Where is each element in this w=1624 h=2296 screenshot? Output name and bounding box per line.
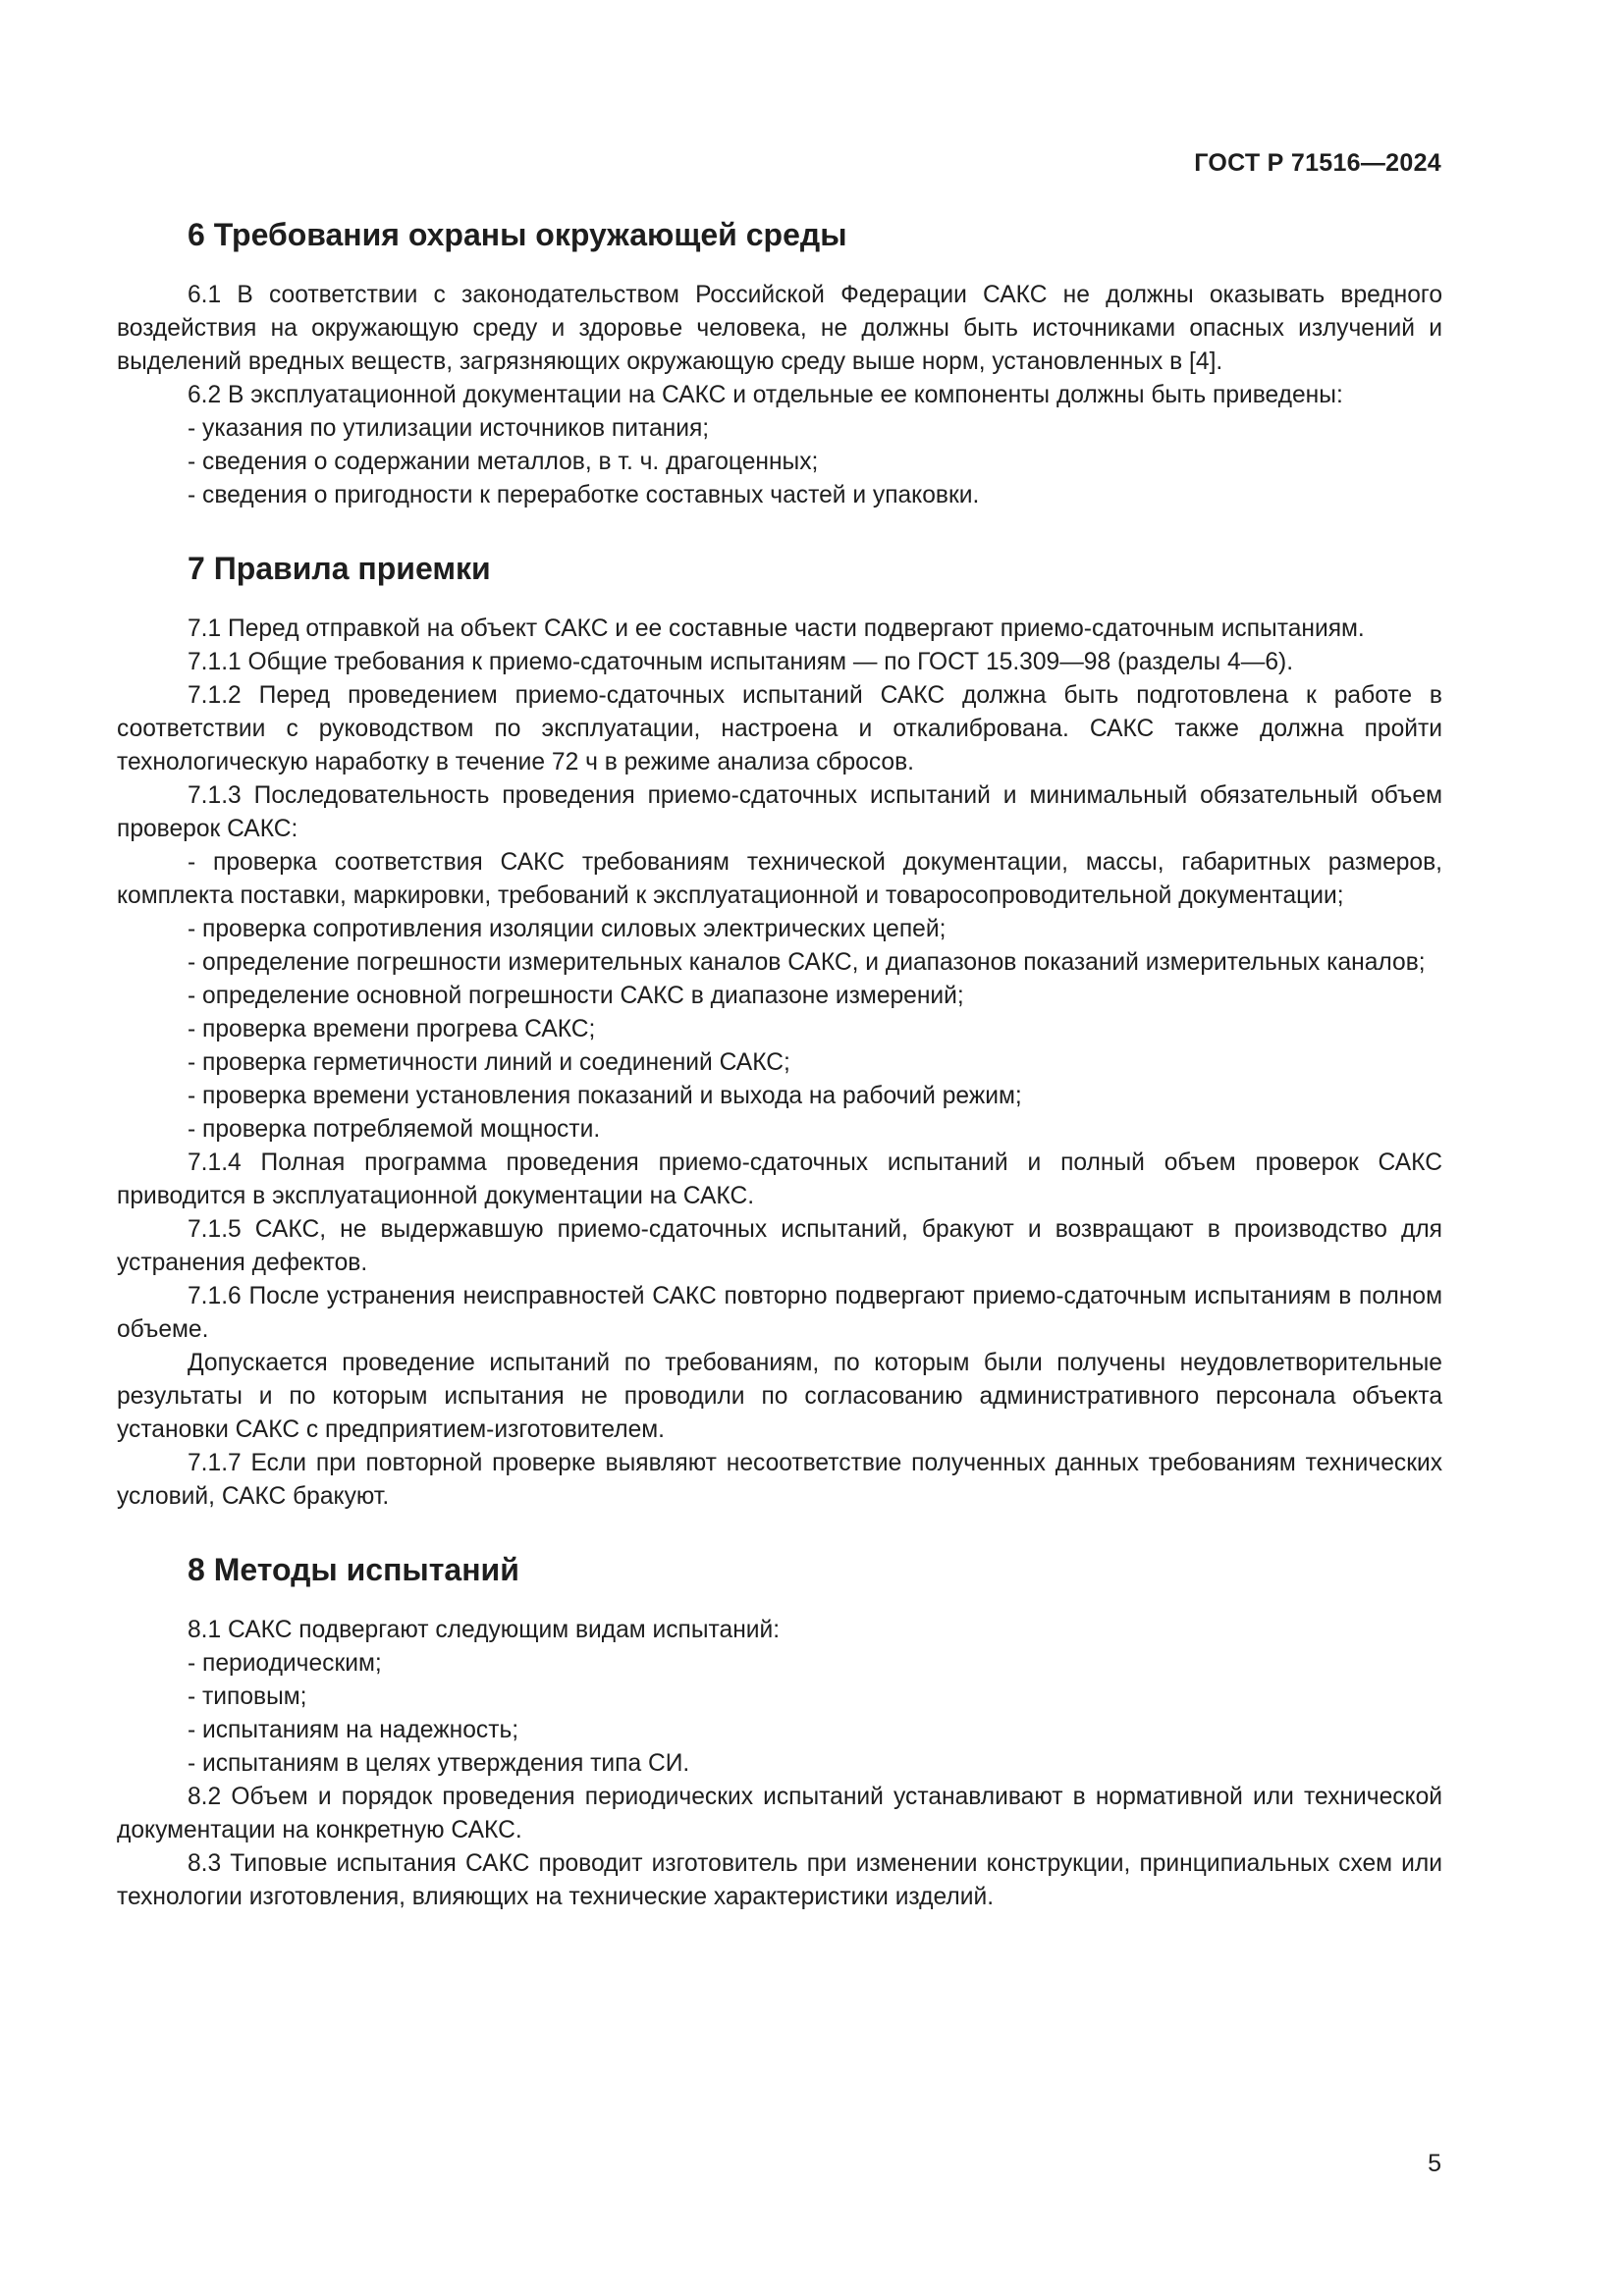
list-item: - сведения о содержании металлов, в т. ч. драгоценных; <box>188 449 819 475</box>
list-item: - проверка потребляемой мощности. <box>188 1116 601 1143</box>
list-item: - типовым; <box>188 1683 307 1710</box>
paragraph: 8.3 Типовые испытания САКС проводит изготовитель при изменении конструкции, принципиальных схем или технологии изготовления, влияющих на технические характеристики изделий. <box>117 1850 1442 1910</box>
page-number: 5 <box>1428 2150 1441 2177</box>
list-item: - периодическим; <box>188 1650 382 1677</box>
paragraph: 8.1 САКС подвергают следующим видам испытаний: <box>188 1617 781 1643</box>
list-item: - проверка герметичности линий и соединений САКС; <box>188 1049 790 1076</box>
list-item: - определение основной погрешности САКС в диапазоне измерений; <box>188 983 964 1009</box>
document-code: ГОСТ Р 71516—2024 <box>1194 149 1441 177</box>
list-item: - испытаниям на надежность; <box>188 1717 519 1743</box>
paragraph: 7.1 Перед отправкой на объект САКС и ее составные части подвергают приемо-сдаточным испытаниям. <box>188 615 1365 642</box>
list-item: - проверка времени установления показаний и выхода на рабочий режим; <box>188 1083 1022 1109</box>
section-heading: 6 Требования охраны окружающей среды <box>188 217 847 252</box>
list-item: - испытаниям в целях утверждения типа СИ. <box>188 1750 690 1777</box>
paragraph: 6.2 В эксплуатационной документации на САКС и отдельные ее компоненты должны быть приведены: <box>188 382 1343 408</box>
paragraph: 7.1.3 Последовательность проведения приемо-сдаточных испытаний и минимальный обязательный объем проверок САКС: <box>117 782 1442 842</box>
list-item: - проверка сопротивления изоляции силовых электрических цепей; <box>188 916 947 942</box>
list-item: - указания по утилизации источников питания; <box>188 415 710 442</box>
paragraph: 7.1.6 После устранения неисправностей САКС повторно подвергают приемо-сдаточным испытаниям в полном объеме. <box>117 1283 1442 1343</box>
paragraph: 6.1 В соответствии с законодательством Российской Федерации САКС не должны оказывать вредного воздействия на окружающую среду и здоровье человека, не должны быть источниками опасных излучений и выделений вредных веществ, загрязняющих окружающую среду выше норм, установленных в [4]. <box>117 282 1442 375</box>
paragraph: 7.1.2 Перед проведением приемо-сдаточных испытаний САКС должна быть подготовлена к работе в соответствии с руководством по эксплуатации, настроена и откалибрована. САКС также должна пройти технологическую наработку в течение 72 ч в режиме анализа сбросов. <box>117 682 1442 775</box>
paragraph: 7.1.7 Если при повторной проверке выявляют несоответствие полученных данных требованиям технических условий, САКС бракуют. <box>117 1450 1442 1510</box>
list-item: - проверка соответствия САКС требованиям технической документации, массы, габаритных размеров, комплекта поставки, маркировки, требований к эксплуатационной и товаросопроводительной документации; <box>117 849 1442 909</box>
section-heading: 7 Правила приемки <box>188 551 491 586</box>
document-body <box>117 212 1442 1914</box>
paragraph: 7.1.5 САКС, не выдержавшую приемо-сдаточных испытаний, бракуют и возвращают в производство для устранения дефектов. <box>117 1216 1442 1276</box>
paragraph: 7.1.4 Полная программа проведения приемо-сдаточных испытаний и полный объем проверок САКС приводится в эксплуатационной документации на САКС. <box>117 1149 1442 1209</box>
paragraph: 8.2 Объем и порядок проведения периодических испытаний устанавливают в нормативной или технической документации на конкретную САКС. <box>117 1784 1442 1843</box>
paragraph: Допускается проведение испытаний по требованиям, по которым были получены неудовлетворительные результаты и по которым испытания не проводили по согласованию административного персонала объекта установки САКС с предприятием-изготовителем. <box>117 1350 1442 1443</box>
list-item: - определение погрешности измерительных каналов САКС, и диапазонов показаний измерительных каналов; <box>188 949 1426 976</box>
list-item: - проверка времени прогрева САКС; <box>188 1016 596 1042</box>
paragraph: 7.1.1 Общие требования к приемо-сдаточным испытаниям — по ГОСТ 15.309—98 (разделы 4—6). <box>188 649 1294 675</box>
list-item: - сведения о пригодности к переработке составных частей и упаковки. <box>188 482 980 508</box>
section-heading: 8 Методы испытаний <box>188 1552 519 1587</box>
